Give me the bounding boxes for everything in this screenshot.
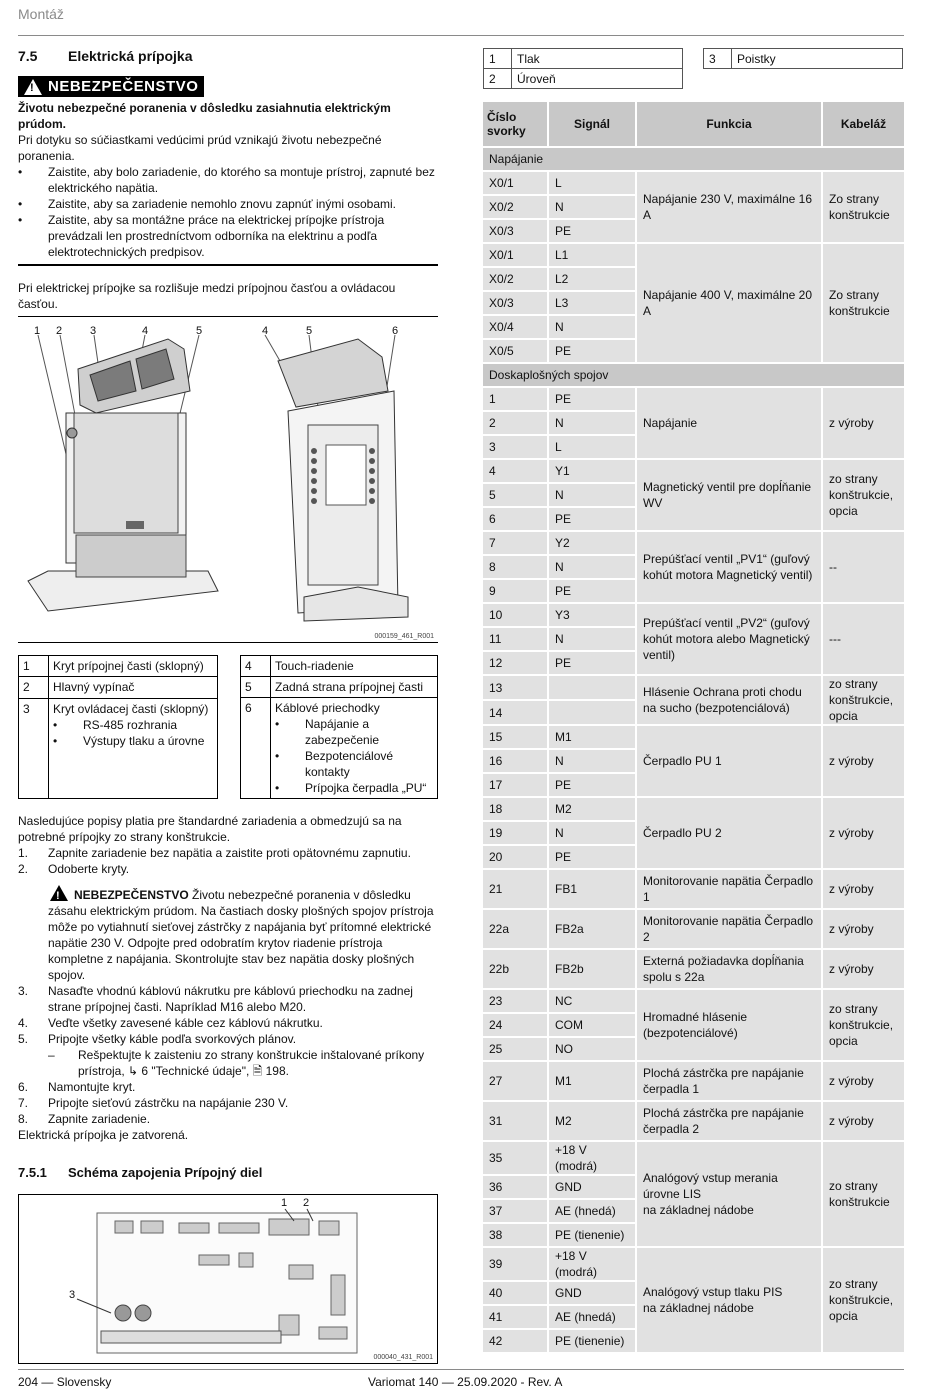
function-cell: Prepúšťací ventil „PV2“ (guľový kohút motora alebo Magnetický ventil) xyxy=(635,604,821,674)
terminal-cell: X0/1 xyxy=(483,244,547,266)
signal-cell: PE xyxy=(547,220,635,242)
table-row xyxy=(483,604,904,626)
terminal-cell: 11 xyxy=(483,628,547,650)
terminal-cell: 27 xyxy=(483,1062,547,1100)
group-row xyxy=(483,364,904,386)
left-column xyxy=(18,48,438,1364)
terminal-cell: 31 xyxy=(483,1102,547,1140)
signal-cell: N xyxy=(547,412,635,434)
device-figure xyxy=(18,321,438,643)
terminal-cell: X0/5 xyxy=(483,340,547,362)
function-cell: Hlásenie Ochrana proti chodu na sucho (bezpotenciálová) xyxy=(635,676,821,724)
signal-cell: M2 xyxy=(547,798,635,820)
callout: 3 xyxy=(69,1288,76,1301)
signal-cell: L1 xyxy=(547,244,635,266)
cabling-cell: zo strany konštrukcie, opcia xyxy=(821,990,904,1060)
table-row xyxy=(483,532,904,554)
legend-row: 1 Tlak xyxy=(484,49,683,69)
wiring-figure xyxy=(18,1194,438,1364)
cabling-cell: -- xyxy=(821,532,904,602)
cabling-cell: z výroby xyxy=(821,726,904,796)
legend-row: 4 Touch-riadenie xyxy=(241,655,438,676)
terminal-cell: X0/3 xyxy=(483,220,547,242)
step: 5. Pripojte všetky káble podľa svorkových plánov. xyxy=(18,1031,297,1046)
legend-row: 2 Úroveň xyxy=(484,69,683,89)
group-label: Doskaplošných spojov xyxy=(483,364,904,386)
signal-cell: Y3 xyxy=(547,604,635,626)
terminal-cell: 22a xyxy=(483,910,547,948)
legend-row: 6 Káblové priechodky • Napájanie a zabezpečenie • Bezpotenciálové kontakty • Prípojka čerpadla „PU“ xyxy=(241,697,438,798)
table-row xyxy=(483,726,904,748)
table-row xyxy=(483,950,904,988)
footer-doc: Variomat 140 — 25.09.2020 - Rev. A xyxy=(368,1375,563,1389)
terminal-cell: 18 xyxy=(483,798,547,820)
footer-page: 204 — Slovensky xyxy=(18,1375,112,1389)
danger-lead: Životu nebezpečné poranenia v dôsledku zasiahnutia elektrickým prúdom. xyxy=(18,100,391,131)
step: 2. Odoberte kryty. xyxy=(18,861,130,876)
danger-box xyxy=(18,100,438,266)
terminal-cell: 19 xyxy=(483,822,547,844)
step: 3. Nasaďte vhodnú káblovú nákrutku pre káblovú priechodku na zadnej strane prípojnej časti. Napríklad M16 alebo M20. xyxy=(18,983,413,1014)
function-cell: Monitorovanie napätia Čerpadlo 1 xyxy=(635,870,821,908)
terminal-cell: 37 xyxy=(483,1200,547,1222)
legend-table-right xyxy=(240,655,438,799)
signal-cell: Y1 xyxy=(547,460,635,482)
terminal-cell: X0/2 xyxy=(483,196,547,218)
signal-cell: GND xyxy=(547,1176,635,1198)
circuit-board-drawing xyxy=(19,1195,437,1363)
danger-bullet: • Zaistite, aby sa montážne práce na elektrickej prípojke prístroja prevádzali len prostredníctvom odborníka na elektrinu a podľa elektrotechnických predpisov. xyxy=(18,212,385,259)
callout: 6 xyxy=(392,324,399,337)
terminal-cell: 22b xyxy=(483,950,547,988)
callout: 1 xyxy=(34,324,41,337)
terminal-cell: 41 xyxy=(483,1306,547,1328)
result-text: Elektrická prípojka je zatvorená. xyxy=(18,1127,189,1142)
cabling-cell: z výroby xyxy=(821,388,904,458)
signal-cell: PE xyxy=(547,846,635,868)
terminal-cell: 13 xyxy=(483,676,547,699)
warning-icon xyxy=(50,885,68,901)
terminal-cell: 23 xyxy=(483,990,547,1012)
group-row xyxy=(483,148,904,170)
callout: 3 xyxy=(90,324,97,337)
table-row xyxy=(483,1102,904,1140)
cabling-cell: z výroby xyxy=(821,950,904,988)
warning-icon xyxy=(24,79,42,95)
device-drawing xyxy=(18,321,438,643)
col-header: Funkcia xyxy=(635,102,821,146)
signal-cell: M1 xyxy=(547,726,635,748)
danger-label: NEBEZPEČENSTVO xyxy=(48,78,199,95)
cabling-cell: zo strany konštrukcie, opcia xyxy=(821,460,904,530)
terminal-cell: 24 xyxy=(483,1014,547,1036)
table-row xyxy=(483,676,904,699)
header-rule xyxy=(18,35,904,36)
callout: 2 xyxy=(56,324,63,337)
function-cell: Analógový vstup tlaku PIS na základnej nádobe xyxy=(635,1248,821,1352)
terminal-cell: 12 xyxy=(483,652,547,674)
step: 4. Veďte všetky zavesené káble cez káblovú nákrutku. xyxy=(18,1015,323,1030)
danger-bullet: • Zaistite, aby bolo zariadenie, do ktorého sa montuje prístroj, zapnuté bez elektrického napätia. xyxy=(18,164,435,195)
signal-cell: NO xyxy=(547,1038,635,1060)
function-cell: Napájanie xyxy=(635,388,821,458)
signal-cell: NC xyxy=(547,990,635,1012)
cabling-cell: z výroby xyxy=(821,798,904,868)
legend-row: 3 Kryt ovládacej časti (sklopný) • RS-485 rozhrania • Výstupy tlaku a úrovne xyxy=(19,698,218,798)
mini-legend-right xyxy=(703,48,903,69)
terminal-cell: 14 xyxy=(483,701,547,724)
function-cell: Analógový vstup merania úrovne LIS na základnej nádobe xyxy=(635,1142,821,1246)
cabling-cell: Zo strany konštrukcie xyxy=(821,244,904,362)
cabling-cell: --- xyxy=(821,604,904,674)
terminal-cell: 42 xyxy=(483,1330,547,1352)
function-cell: Plochá zástrčka pre napájanie čerpadla 2 xyxy=(635,1102,821,1140)
terminal-cell: X0/4 xyxy=(483,316,547,338)
signal-cell xyxy=(547,701,635,724)
signal-cell: PE xyxy=(547,508,635,530)
signal-cell: PE xyxy=(547,340,635,362)
inline-danger: !NEBEZPEČENSTVO Životu nebezpečné poranenia v dôsledku zásahu elektrickým prúdom. Na častiach dosky plošných spojov prístroja môže po vytiahnutí sieťovej zástrčky z napájania byť prítomné elektrické napätie 230 V. Odpojte pred odobratím krytov riadenie prístroja kompletne z napájania. Skontrolujte stav bez napätia dosky plošných spojov. xyxy=(18,885,438,983)
terminal-cell: 7 xyxy=(483,532,547,554)
description: Nasledujúce popisy platia pre štandardné zariadenia a obmedzujú sa na potrebné prípojky zo strany konštrukcie. xyxy=(18,813,402,844)
signal-cell: +18 V (modrá) xyxy=(547,1142,635,1174)
cabling-cell: z výroby xyxy=(821,910,904,948)
mini-legend-left xyxy=(483,48,683,89)
group-label: Napájanie xyxy=(483,148,904,170)
terminal-cell: 17 xyxy=(483,774,547,796)
signal-cell: FB1 xyxy=(547,870,635,908)
figure-code: 000159_461_R001 xyxy=(374,632,434,640)
signal-cell: Y2 xyxy=(547,532,635,554)
function-cell: Plochá zástrčka pre napájanie čerpadla 1 xyxy=(635,1062,821,1100)
function-cell: Prepúšťací ventil „PV1“ (guľový kohút motora Magnetický ventil) xyxy=(635,532,821,602)
signal-cell: N xyxy=(547,196,635,218)
table-row xyxy=(483,172,904,194)
function-cell: Čerpadlo PU 2 xyxy=(635,798,821,868)
legend-row: 1 Kryt prípojnej časti (sklopný) xyxy=(19,655,218,677)
cabling-cell: Zo strany konštrukcie xyxy=(821,172,904,242)
function-cell: Monitorovanie napätia Čerpadlo 2 xyxy=(635,910,821,948)
table-row xyxy=(483,460,904,482)
step: 7. Pripojte sieťovú zástrčku na napájanie 230 V. xyxy=(18,1095,289,1110)
section-number: 7.5 xyxy=(18,48,38,64)
terminal-cell: 35 xyxy=(483,1142,547,1174)
terminal-cell: 16 xyxy=(483,750,547,772)
signal-cell: N xyxy=(547,484,635,506)
terminal-cell: 20 xyxy=(483,846,547,868)
signal-cell: PE xyxy=(547,774,635,796)
signal-cell: N xyxy=(547,316,635,338)
terminal-cell: 40 xyxy=(483,1282,547,1304)
signal-cell: N xyxy=(547,750,635,772)
signal-cell: N xyxy=(547,628,635,650)
table-row xyxy=(483,798,904,820)
function-cell: Čerpadlo PU 1 xyxy=(635,726,821,796)
terminal-cell: X0/2 xyxy=(483,268,547,290)
signal-cell: L xyxy=(547,436,635,458)
legend-row: 2 Hlavný vypínač xyxy=(19,677,218,699)
signal-cell: PE xyxy=(547,652,635,674)
terminal-cell: 36 xyxy=(483,1176,547,1198)
legend-row: 5 Zadná strana prípojnej časti xyxy=(241,676,438,697)
terminal-cell: 8 xyxy=(483,556,547,578)
terminal-cell: 4 xyxy=(483,460,547,482)
signal-cell: COM xyxy=(547,1014,635,1036)
signal-cell: M1 xyxy=(547,1062,635,1100)
callout: 5 xyxy=(306,324,313,337)
terminal-cell: 2 xyxy=(483,412,547,434)
signal-cell: FB2b xyxy=(547,950,635,988)
table-row xyxy=(483,870,904,908)
figure-legend xyxy=(18,655,438,799)
signal-cell: GND xyxy=(547,1282,635,1304)
intro-text: Pri elektrickej prípojke sa rozlišuje medzi prípojnou časťou a ovládacou časťou. xyxy=(18,280,438,317)
cabling-cell: zo strany konštrukcie, opcia xyxy=(821,1248,904,1352)
table-row xyxy=(483,910,904,948)
running-header: Montáž xyxy=(18,6,64,22)
terminal-cell: 15 xyxy=(483,726,547,748)
signal-cell: N xyxy=(547,556,635,578)
terminal-cell: 10 xyxy=(483,604,547,626)
signal-cell: AE (hnedá) xyxy=(547,1306,635,1328)
signal-cell: L3 xyxy=(547,292,635,314)
terminal-table xyxy=(483,100,904,1354)
signal-cell: L2 xyxy=(547,268,635,290)
footer-rule xyxy=(18,1369,904,1370)
signal-cell: N xyxy=(547,822,635,844)
terminal-cell: 25 xyxy=(483,1038,547,1060)
signal-cell: PE (tienenie) xyxy=(547,1330,635,1352)
signal-cell: M2 xyxy=(547,1102,635,1140)
terminal-cell: 5 xyxy=(483,484,547,506)
table-row xyxy=(483,1062,904,1100)
terminal-cell: 39 xyxy=(483,1248,547,1280)
sub-step: – Rešpektujte k zaisteniu zo strany konštrukcie inštalované príkony prístroja, ↳ 6 "Technické údaje", 🗎 198. xyxy=(48,1047,425,1078)
function-cell: Napájanie 230 V, maximálne 16 A xyxy=(635,172,821,242)
function-cell: Hromadné hlásenie (bezpotenciálové) xyxy=(635,990,821,1060)
signal-cell: L xyxy=(547,172,635,194)
table-row xyxy=(483,1142,904,1174)
terminal-cell: X0/3 xyxy=(483,292,547,314)
terminal-cell: 1 xyxy=(483,388,547,410)
callout: 4 xyxy=(262,324,269,337)
table-header xyxy=(483,102,904,146)
cabling-cell: z výroby xyxy=(821,1102,904,1140)
figure-code: 000040_431_R001 xyxy=(373,1353,433,1361)
danger-bullet: • Zaistite, aby sa zariadenie nemohlo znovu zapnúť inými osobami. xyxy=(18,196,397,211)
step: 6. Namontujte kryt. xyxy=(18,1079,136,1094)
callout: 5 xyxy=(196,324,203,337)
function-cell: Externá požiadavka dopĺňania spolu s 22a xyxy=(635,950,821,988)
terminal-cell: 21 xyxy=(483,870,547,908)
instructions xyxy=(18,813,438,1143)
step: 8. Zapnite zariadenie. xyxy=(18,1111,151,1126)
callout: 2 xyxy=(303,1196,310,1209)
terminal-cell: X0/1 xyxy=(483,172,547,194)
terminal-cell: 6 xyxy=(483,508,547,530)
cabling-cell: z výroby xyxy=(821,1062,904,1100)
signal-cell: FB2a xyxy=(547,910,635,948)
signal-cell: AE (hnedá) xyxy=(547,1200,635,1222)
subsection-heading: 7.5.1 Schéma zapojenia Prípojný diel xyxy=(18,1164,263,1180)
function-cell: Magnetický ventil pre dopĺňanie WV xyxy=(635,460,821,530)
danger-text: Pri dotyku so súčiastkami vedúcimi prúd vznikajú životu nebezpečné poranenia. xyxy=(18,132,382,163)
terminal-cell: 3 xyxy=(483,436,547,458)
signal-cell: +18 V (modrá) xyxy=(547,1248,635,1280)
section-title: Elektrická prípojka xyxy=(68,48,193,64)
function-cell: Napájanie 400 V, maximálne 20 A xyxy=(635,244,821,362)
col-header: Signál xyxy=(547,102,635,146)
section-heading xyxy=(18,48,438,64)
cabling-cell: zo strany konštrukcie xyxy=(821,1142,904,1246)
table-row xyxy=(483,990,904,1012)
table-row xyxy=(483,244,904,266)
signal-cell: PE (tienenie) xyxy=(547,1224,635,1246)
callout: 1 xyxy=(281,1196,288,1209)
terminal-cell: 38 xyxy=(483,1224,547,1246)
terminal-cell: 9 xyxy=(483,580,547,602)
callout: 4 xyxy=(142,324,149,337)
danger-badge xyxy=(18,76,204,97)
signal-cell xyxy=(547,676,635,699)
cabling-cell: z výroby xyxy=(821,870,904,908)
signal-cell: PE xyxy=(547,580,635,602)
col-header: Kabeláž xyxy=(821,102,904,146)
signal-cell: PE xyxy=(547,388,635,410)
table-row xyxy=(483,388,904,410)
table-row xyxy=(483,1248,904,1280)
legend-row: 3 Poistky xyxy=(704,49,903,69)
legend-table-left xyxy=(18,655,218,799)
col-header: Číslo svorky xyxy=(483,102,547,146)
cabling-cell: zo strany konštrukcie, opcia xyxy=(821,676,904,724)
step: 1. Zapnite zariadenie bez napätia a zaistite proti opätovnému zapnutiu. xyxy=(18,845,411,860)
